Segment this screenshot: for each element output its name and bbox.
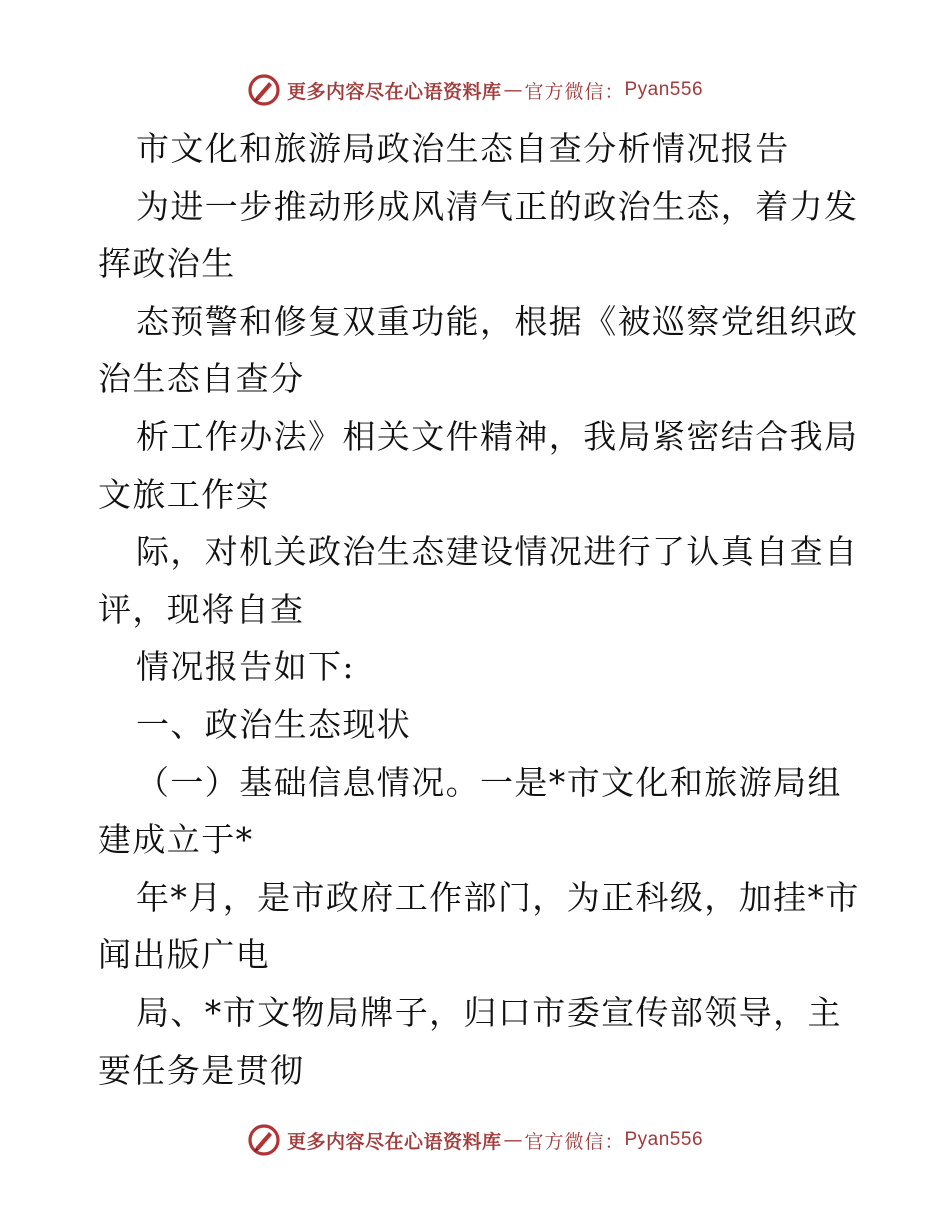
- header-watermark-dash: —: [503, 79, 523, 101]
- footer-watermark-main: 更多内容尽在心语资料库: [286, 1130, 502, 1153]
- header-watermark-wechat: 官方微信：: [524, 80, 625, 103]
- document-line: 建成立于*: [98, 820, 254, 860]
- header-watermark: [0, 70, 950, 110]
- document-line: 际，对机关政治生态建设情况进行了认真自查自: [136, 532, 859, 572]
- header-watermark-id: Pyan556: [624, 79, 704, 100]
- footer-watermark-dash: —: [503, 1129, 523, 1151]
- document-line: 评，现将自查: [98, 589, 305, 629]
- header-watermark-main: 更多内容尽在心语资料库: [286, 80, 502, 103]
- document-line: 为进一步推动形成风清气正的政治生态，着力发: [136, 186, 859, 226]
- document-line: 态预警和修复双重功能，根据《被巡察党组织政: [136, 301, 859, 341]
- section-heading: 一、政治生态现状: [136, 704, 412, 744]
- document-line: 局、*市文物局牌子，归口市委宣传部领导，主: [136, 992, 842, 1032]
- document-line: 要任务是贯彻: [98, 1050, 305, 1090]
- document-line: 年*月，是市政府工作部门，为正科级，加挂*市: [136, 877, 860, 917]
- document-line: 析工作办法》相关文件精神，我局紧密结合我局: [136, 416, 859, 456]
- document-title: 市文化和旅游局政治生态自查分析情况报告: [136, 129, 790, 168]
- footer-watermark: [0, 1120, 950, 1160]
- document-body: [98, 120, 858, 1099]
- document-line: 情况报告如下:: [136, 647, 355, 687]
- document-line: 文旅工作实: [98, 474, 270, 514]
- footer-watermark-wechat: 官方微信：: [524, 1130, 625, 1153]
- document-line: （一）基础信息情况。一是*市文化和旅游局组: [136, 762, 842, 802]
- document-line: 闻出版广电: [98, 935, 270, 975]
- footer-watermark-id: Pyan556: [624, 1129, 704, 1150]
- document-line: 挥政治生: [98, 244, 236, 284]
- pen-logo-icon: [247, 73, 281, 107]
- document-line: 治生态自查分: [98, 359, 305, 399]
- pen-logo-icon: [247, 1123, 281, 1157]
